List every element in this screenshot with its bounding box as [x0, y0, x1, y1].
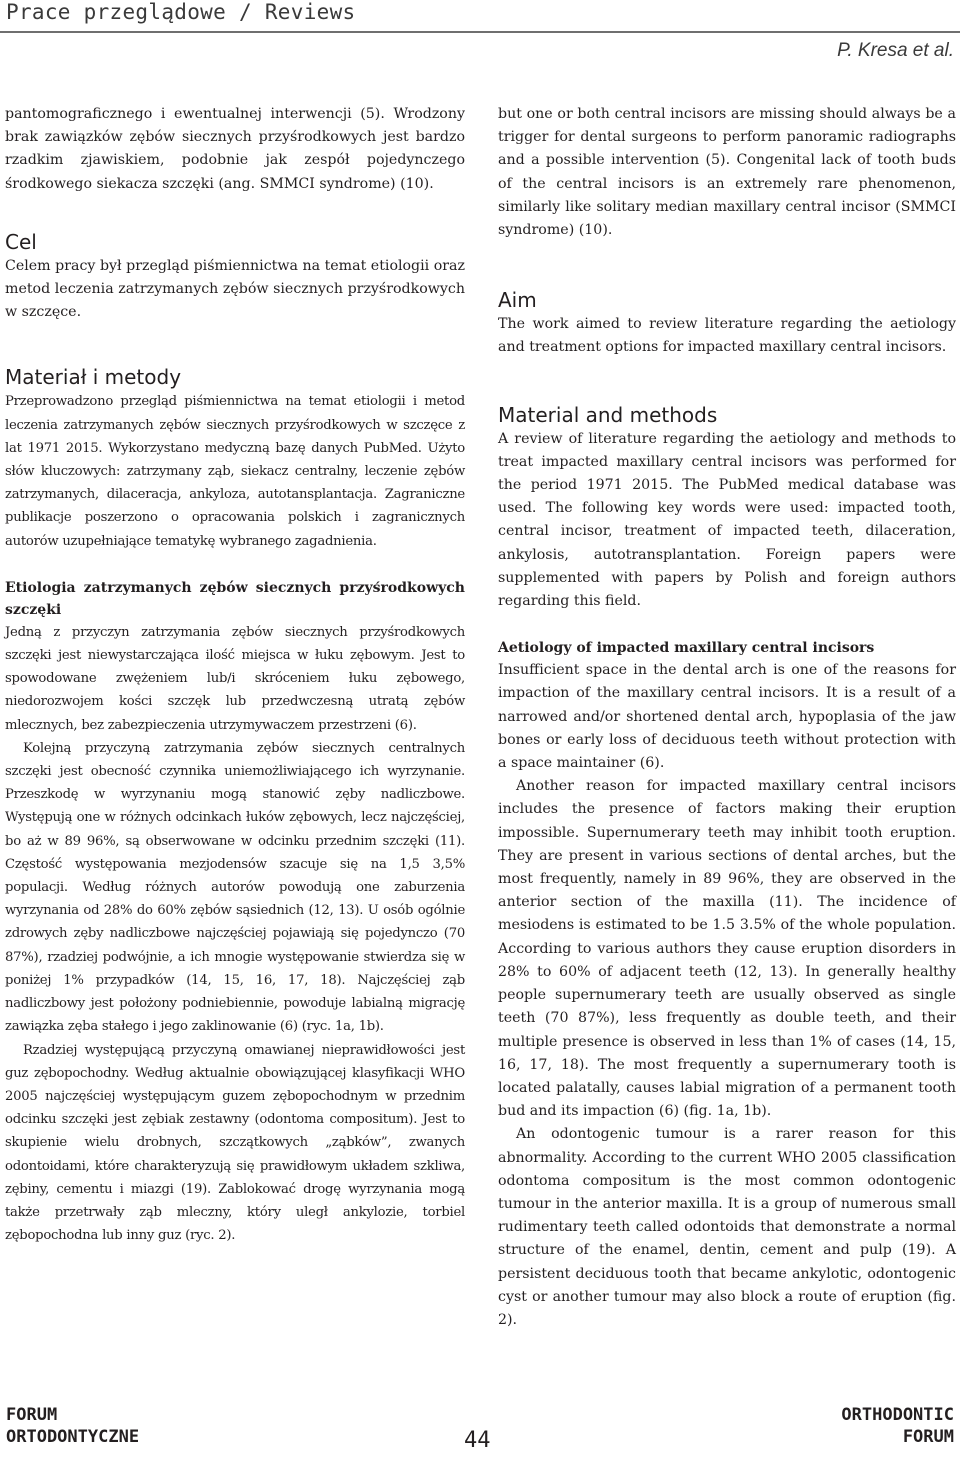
page-footer — [0, 1400, 960, 1460]
intro-tail-pl: pantomograficznego i ewentualnej interwencji (5). Wrodzony brak zawiązków zębów siecznych przyśrodkowych jest bardzo rzadkim zjawiskiem, podobnie jak zespół pojedynczego środkowego siekacza szczęki (ang. SMMCI syndrome) (10). — [5, 106, 465, 192]
page-number: 44 — [464, 1428, 491, 1453]
methods-heading-en: Material and methods — [498, 402, 718, 427]
running-header-title: Prace przeglądowe / Reviews — [6, 0, 356, 24]
etiology-p2-en: Another reason for impacted maxillary central incisors includes the presence of factors making their eruption impossible. Supernumerary teeth may inhibit tooth eruption. They are present in various sections of dental arches, but the most frequently, namely in 89 96%, they are observed in the anterior section of the maxilla (11). The incidence of mesiodens is estimated to be 1.5 3.5% of the whole population. According to various authors they cause eruption disorders in 28% to 60% of adjacent teeth (12, 13). In generally healthy people supernumerary teeth are usually observed as single teeth (70 87%), less frequently as double teeth, and their multiple presence is observed in less than 1% of cases (14, 15, 16, 17, 18). The most frequently a supernumerary tooth is located palatally, causes labial migration of a permanent tooth bud and its impaction (6) (fig. 1a, 1b). — [498, 778, 956, 1120]
etiology-p3-pl: Rzadziej występującą przyczyną omawianej nieprawidłowości jest guz zębopochodny. Według aktualnie obowiązującej klasyfikacji WHO 2005 najczęściej występującym guzem zębopochodnym w przednim odcinku szczęki jest zębiak zestawny (odontoma compositum). Jest to skupienie wielu drobnych, szczątkowych „ząbków”, zwanych odontoidami, które charakteryzują się prawidłowym układem szkliwa, zębiny, cementu i miazgi (19). Zablokować drogę wyrzynania mogą także przetrwały ząb mleczny, który uległ ankylozie, torbiel zębopochodna lub inny guz (ryc. 2). — [5, 1042, 465, 1244]
journal-name-en-line1: ORTHODONTIC — [841, 1405, 954, 1425]
etiology-heading-en: Aetiology of impacted maxillary central incisors — [498, 640, 875, 657]
aim-heading-pl: Cel — [5, 229, 37, 254]
etiology-heading-pl: Etiologia zatrzymanych zębów siecznych przyśrodkowych szczęki — [5, 579, 465, 618]
etiology-p2-pl: Kolejną przyczyną zatrzymania zębów siecznych centralnych szczęki jest obecność czynnika uniemożliwiającego ich wyrzynanie. Przeszkodę w wyrzynaniu mogą stanowić zęby nadliczbowe. Występują one w różnych odcinkach łuków zębowych, lecz najczęściej, bo aż w 89 96%, są obserwowane w odcinku przednim szczęki (11). Częstość występowania mezjodensów szacuje się na 1,5 3,5% populacji. Według różnych autorów powodują one zaburzenia wyrzynania od 28% do 60% zębów sąsiednich (12, 13). U osób ogólnie zdrowych zęby nadliczbowe najczęściej pojawiają się pojedynczo (70 87%), rzadziej podwójnie, a ich mnogie występowanie stwierdza się w poniżej 1% przypadków (14, 15, 16, 17, 18). Najczęściej ząb nadliczbowy jest położony podniebiennie, powoduje labialną migrację zawiązka zęba stałego i jego zaklinowanie (6) (ryc. 1a, 1b). — [5, 740, 465, 1035]
header-rule — [0, 31, 960, 33]
etiology-p1-en: Insufficient space in the dental arch is one of the reasons for impaction of the maxillary central incisors. It is a result of a narrowed and/or shortened dental arch, hypoplasia of the jaw bones or early loss of deciduous teeth without protection with a space maintainer (6). — [498, 662, 956, 772]
journal-name-en — [841, 1404, 954, 1448]
english-column — [498, 103, 956, 1332]
polish-column — [5, 103, 465, 1247]
methods-heading-pl: Materiał i metody — [5, 365, 182, 390]
running-header-authors: P. Kresa et al. — [837, 40, 954, 61]
journal-name-pl-line1: FORUM — [6, 1405, 58, 1425]
methods-text-en: A review of literature regarding the aetiology and methods to treat impacted maxillary central incisors was performed for the period 1971 2015. The PubMed medical database was used. The following key words were used: impacted tooth, central incisor, treatment of impacted teeth, dilaceration, ankylosis, autotransplantation. Foreign papers were supplemented with papers by Polish and foreign authors regarding this field. — [498, 430, 956, 610]
journal-name-pl — [6, 1404, 139, 1448]
etiology-p1-pl: Jedną z przyczyn zatrzymania zębów siecznych przyśrodkowych szczęki jest niewystarczająca ilość miejsca w łuku zębowym. Jest to spowodowane zwężeniem lub/i skróceniem łuku zębowego, niedorozwojem kości szczęk lub przedwczesną utratą zębów mlecznych, bez zabezpieczenia utrzymywaczem przestrzeni (6). — [5, 624, 465, 733]
journal-name-en-line2: FORUM — [902, 1427, 954, 1447]
methods-text-pl: Przeprowadzono przegląd piśmiennictwa na temat etiologii i metod leczenia zatrzymanych zębów siecznych przyśrodkowych w szczęce z lat 1971 2015. Wykorzystano medyczną bazę danych PubMed. Użyto słów kluczowych: zatrzymany ząb, siekacz centralny, leczenie zębów zatrzymanych, dilaceracja, ankyloza, autotansplantacja. Zagraniczne publikacje poszerzono o opracowania polskich i zagranicznych autorów uzupełniające tematykę wybranego zagadnienia. — [5, 394, 465, 549]
etiology-p3-en: An odontogenic tumour is a rarer reason for this abnormality. According to the current WHO 2005 classification odontoma compositum is the most common odontogenic tumour in the anterior maxilla. It is a group of numerous small rudimentary teeth called odontoids that demonstrate a normal structure of the enamel, dentin, cement and pulp (19). A persistent deciduous tooth that became ankylotic, odontogenic cyst or another tumour may also block a route of eruption (fig. 2). — [498, 1126, 956, 1328]
aim-text-pl: Celem pracy był przegląd piśmiennictwa na temat etiologii oraz metod leczenia zatrzymanych zębów siecznych przyśrodkowych w szczęce. — [5, 257, 465, 321]
aim-text-en: The work aimed to review literature regarding the aetiology and treatment options for impacted maxillary central incisors. — [498, 316, 956, 356]
intro-tail-en: but one or both central incisors are missing should always be a trigger for dental surgeons to perform panoramic radiographs and a possible intervention (5). Congenital lack of tooth buds of the central incisors is an extremely rare phenomenon, similarly like solitary median maxillary central incisor (SMMCI syndrome) (10). — [498, 106, 956, 239]
journal-name-pl-line2: ORTODONTYCZNE — [6, 1427, 140, 1447]
aim-heading-en: Aim — [498, 288, 537, 313]
